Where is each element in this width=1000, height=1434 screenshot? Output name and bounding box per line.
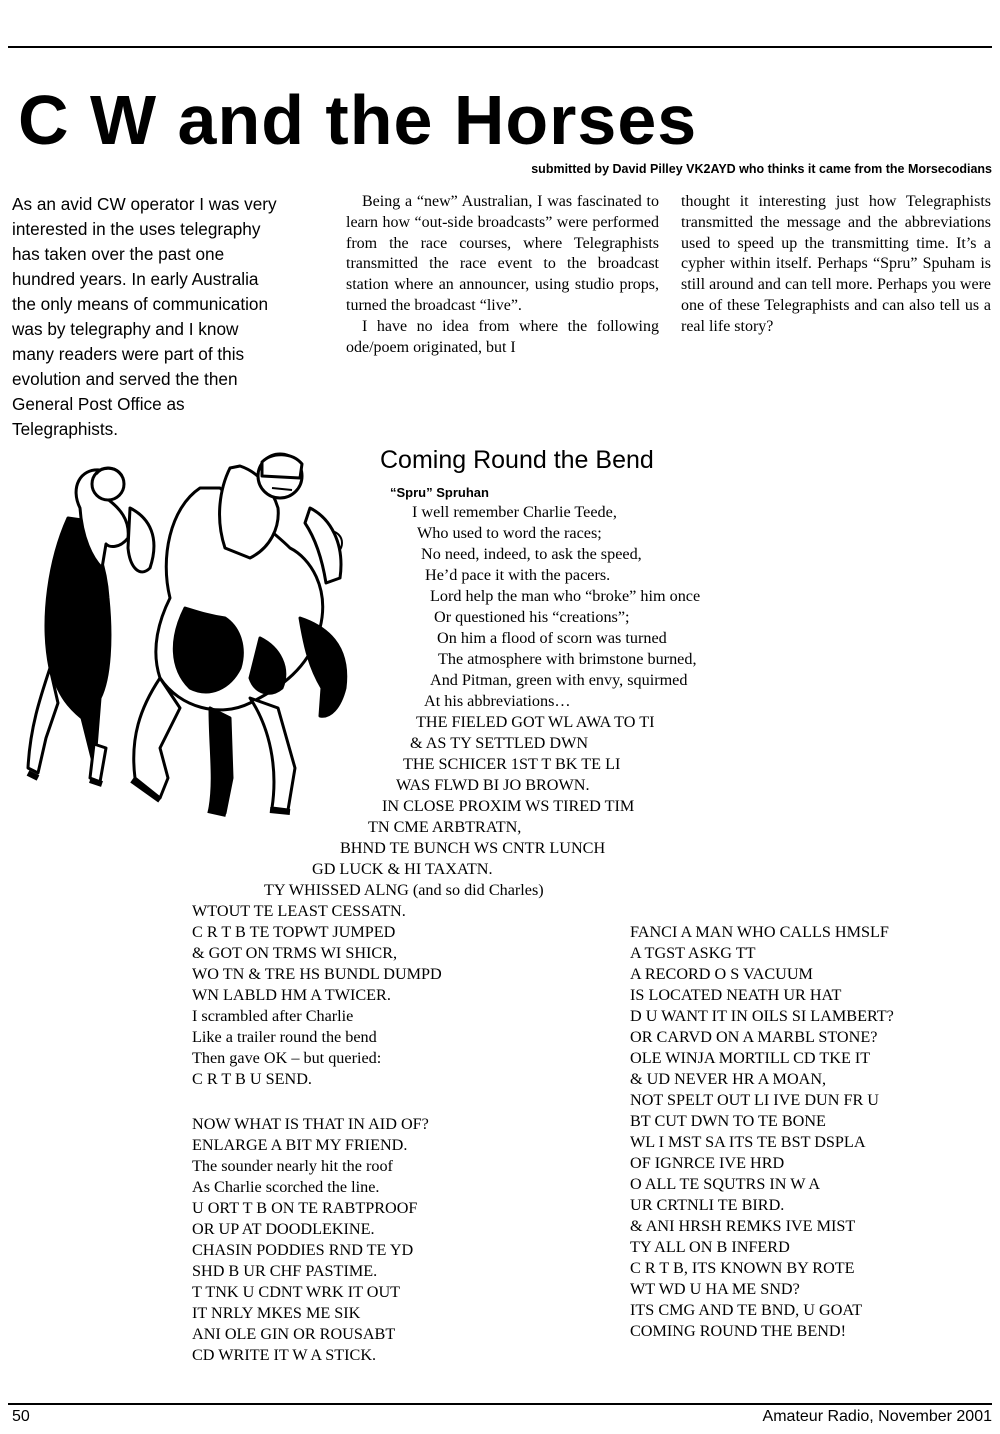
front-horse-icon: [132, 454, 346, 814]
poem-line: IN CLOSE PROXIM WS TIRED TIM: [382, 797, 635, 815]
poem-line: I scrambled after Charlie: [192, 1007, 354, 1025]
poem-line: T TNK U CDNT WRK IT OUT: [192, 1283, 401, 1301]
poem-line: NOW WHAT IS THAT IN AID OF?: [192, 1115, 429, 1133]
poem-line: D U WANT IT IN OILS SI LAMBERT?: [630, 1007, 894, 1025]
poem-line: A RECORD O S VACUUM: [630, 965, 813, 983]
poem-line: TY ALL ON B INFERD: [630, 1238, 790, 1256]
poem-line: Then gave OK – but queried:: [192, 1049, 382, 1067]
poem-line: TY WHISSED ALNG (and so did Charles): [264, 881, 544, 899]
intro-line: has taken over the past one: [12, 244, 225, 264]
poem-line: And Pitman, green with envy, squirmed: [430, 671, 688, 689]
intro-line: General Post Office as: [12, 394, 185, 414]
poem-line: OR UP AT DOODLEKINE.: [192, 1220, 375, 1238]
poem-line: Or questioned his “creations”;: [434, 608, 630, 626]
article-title: C W and the Horses: [18, 81, 698, 159]
poem-line: OF IGNRCE IVE HRD: [630, 1154, 785, 1172]
poem-line: At his abbreviations…: [424, 692, 571, 710]
poem-line: No need, indeed, to ask the speed,: [421, 545, 642, 563]
poem-line: CHASIN PODDIES RND TE YD: [192, 1241, 414, 1259]
poem-line: SHD B UR CHF PASTIME.: [192, 1262, 378, 1280]
top-rule: [8, 46, 992, 48]
poem-line: THE SCHICER 1ST T BK TE LI: [403, 755, 621, 773]
poem-line: ITS CMG AND TE BND, U GOAT: [630, 1301, 863, 1319]
poem-line: On him a flood of scorn was turned: [437, 629, 667, 647]
poem-line: WL I MST SA ITS TE BST DSPLA: [630, 1133, 866, 1151]
poem-line: IT NRLY MKES ME SIK: [192, 1304, 361, 1322]
paragraph: Being a “new” Australian, I was fascinated to learn how “out-side broadcasts” were performed from the race courses, where Telegraphists transmitted the race event to the broadcast station where an announcer, using studio props, turned the broadcast “live”.: [346, 193, 659, 314]
poem-line: TN CME ARBTRATN,: [368, 818, 522, 836]
poem-line: As Charlie scorched the line.: [192, 1178, 380, 1196]
poem-line: GD LUCK & HI TAXATN.: [312, 860, 493, 878]
paragraph: thought it interesting just how Telegraphists transmitted the message and the abbreviations used to speed up the transmitting time. It’s a cypher within itself. Perhaps “Spru” Spuham is still around and can tell more. Perhaps you were one of these Telegraphists and can also tell us a real life story?: [681, 193, 991, 335]
poem-line: WO TN & TRE HS BUNDL DUMPD: [192, 965, 442, 983]
poem-line: UR CRTNLI TE BIRD.: [630, 1196, 785, 1214]
intro-line: Telegraphists.: [12, 419, 119, 439]
poem-line: & UD NEVER HR A MOAN,: [630, 1070, 827, 1088]
poem-author: “Spru” Spruhan: [390, 485, 489, 500]
poem-line: & GOT ON TRMS WI SHICR,: [192, 944, 398, 962]
poem-line: CD WRITE IT W A STICK.: [192, 1346, 377, 1364]
poem-line: NOT SPELT OUT LI IVE DUN FR U: [630, 1091, 879, 1109]
poem-line: WAS FLWD BI JO BROWN.: [396, 776, 590, 794]
poem-line: WTOUT TE LEAST CESSATN.: [192, 902, 406, 920]
poem-line: IS LOCATED NEATH UR HAT: [630, 986, 842, 1004]
publication-footer: Amateur Radio, November 2001: [762, 1408, 992, 1425]
poem-line: OR CARVD ON A MARBL STONE?: [630, 1028, 878, 1046]
intro-line: interested in the uses telegraphy: [12, 219, 261, 239]
submitted-by-line: submitted by David Pilley VK2AYD who thinks it came from the Morsecodians: [531, 162, 992, 176]
intro-column: [12, 192, 332, 442]
intro-line: evolution and served the then: [12, 369, 238, 389]
paragraph: I have no idea from where the following ode/poem originated, but I: [346, 317, 659, 356]
poem-line: Lord help the man who “broke” him once: [430, 587, 701, 605]
poem-line: The sounder nearly hit the roof: [192, 1157, 393, 1175]
intro-line: hundred years. In early Australia: [12, 269, 259, 289]
poem-line: BHND TE BUNCH WS CNTR LUNCH: [340, 839, 606, 857]
poem-line: The atmosphere with brimstone burned,: [438, 650, 697, 668]
poem-line: O ALL TE SQUTRS IN W A: [630, 1175, 821, 1193]
poem-line: COMING ROUND THE BEND!: [630, 1322, 846, 1340]
article-column-3: [681, 192, 991, 338]
poem-line: OLE WINJA MORTILL CD TKE IT: [630, 1049, 871, 1067]
poem-line: C R T B, ITS KNOWN BY ROTE: [630, 1259, 855, 1277]
poem-line: WT WD U HA ME SND?: [630, 1280, 800, 1298]
racehorses-with-jockeys-illustration: [10, 448, 380, 868]
article-column-2: [346, 192, 659, 358]
poem-line: Who used to word the races;: [417, 524, 602, 542]
poem-line: I well remember Charlie Teede,: [412, 503, 617, 521]
poem-line: & AS TY SETTLED DWN: [410, 734, 589, 752]
poem-line: ENLARGE A BIT MY FRIEND.: [192, 1136, 408, 1154]
intro-line: was by telegraphy and I know: [12, 319, 239, 339]
poem-line: A TGST ASKG TT: [630, 944, 756, 962]
poem-line: He’d pace it with the pacers.: [425, 566, 611, 584]
poem-line: U ORT T B ON TE RABTPROOF: [192, 1199, 418, 1217]
intro-line: As an avid CW operator I was very: [12, 194, 277, 214]
poem-line: C R T B U SEND.: [192, 1070, 312, 1088]
poem-line: WN LABLD HM A TWICER.: [192, 986, 391, 1004]
poem-line: ANI OLE GIN OR ROUSABT: [192, 1325, 396, 1343]
poem-title: Coming Round the Bend: [380, 446, 654, 474]
poem-line: BT CUT DWN TO TE BONE: [630, 1112, 826, 1130]
poem-line: THE FIELED GOT WL AWA TO TI: [416, 713, 655, 731]
poem-line: Like a trailer round the bend: [192, 1028, 377, 1046]
poem-line: & ANI HRSH REMKS IVE MIST: [630, 1217, 856, 1235]
intro-line: the only means of communication: [12, 294, 269, 314]
footer-rule: [8, 1403, 992, 1405]
page-number: 50: [12, 1408, 30, 1425]
poem-line: C R T B TE TOPWT JUMPED: [192, 923, 396, 941]
poem-line: FANCI A MAN WHO CALLS HMSLF: [630, 923, 889, 941]
intro-line: many readers were part of this: [12, 344, 245, 364]
